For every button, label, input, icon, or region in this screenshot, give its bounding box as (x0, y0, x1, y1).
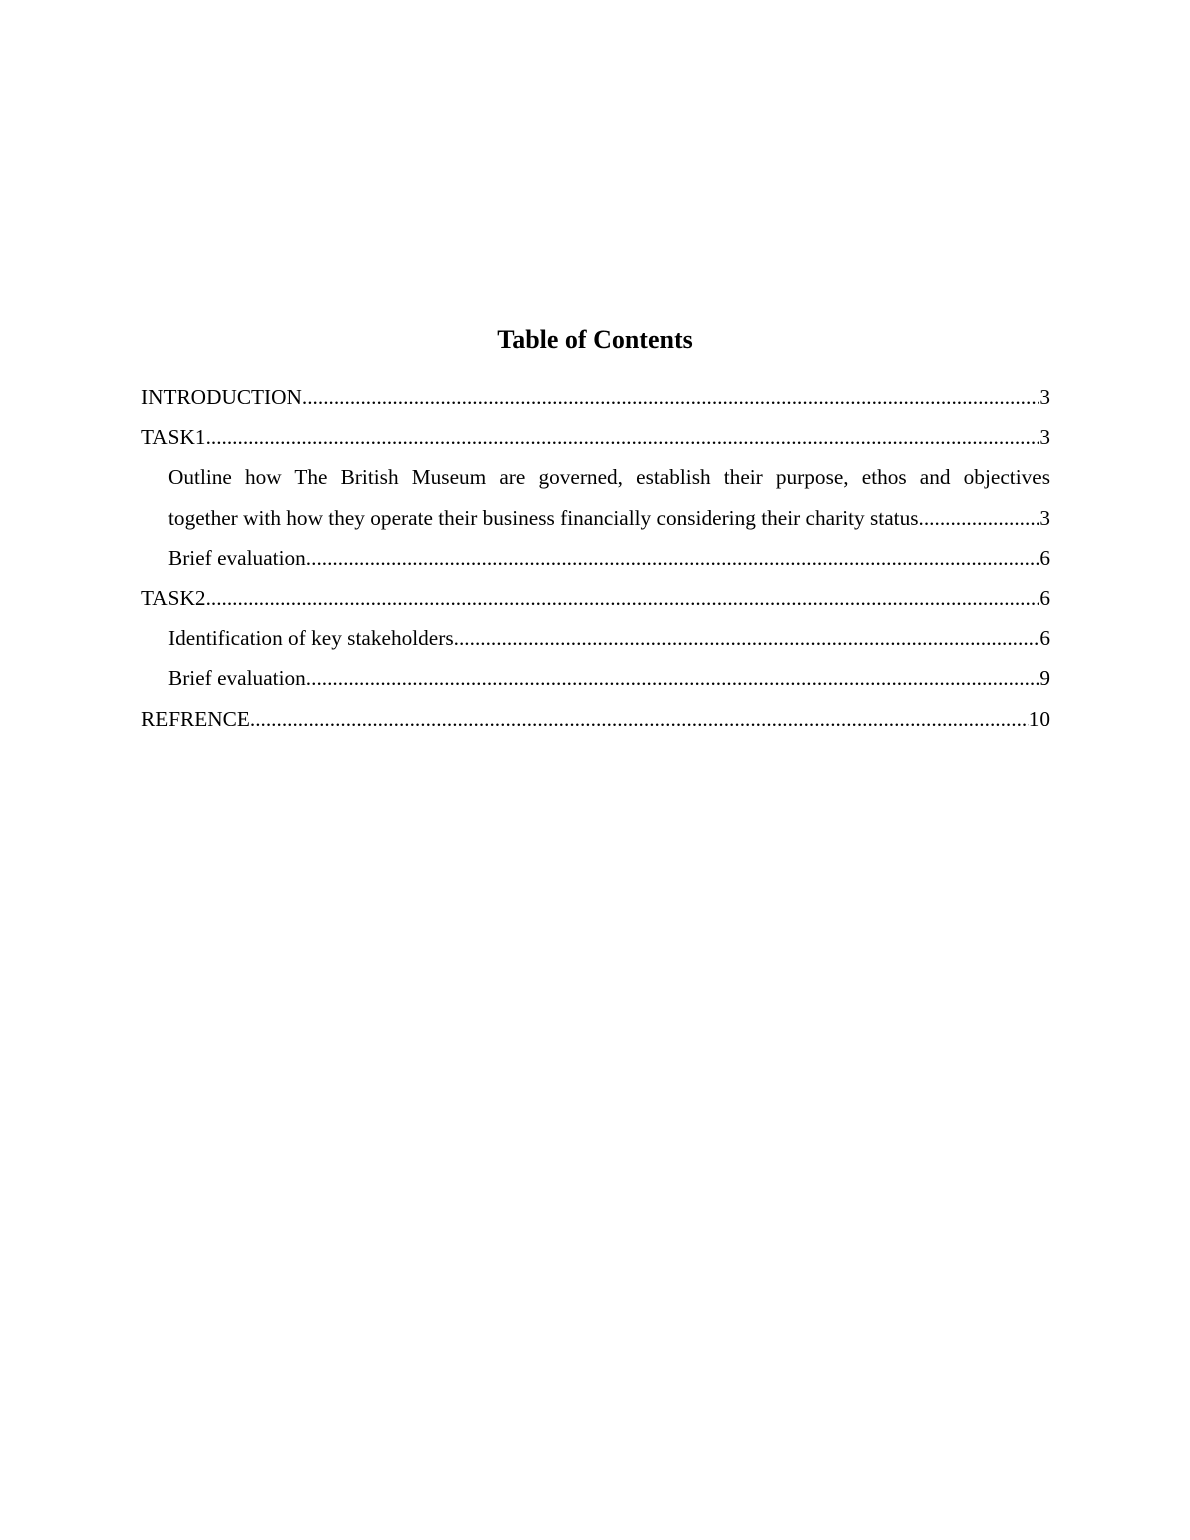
toc-dot-leader (919, 498, 1040, 538)
toc-page-number: 3 (1039, 385, 1050, 409)
toc-page-number: 10 (1028, 706, 1050, 731)
toc-entry-outline-governance[interactable] (141, 457, 1050, 537)
toc-entry-label: INTRODUCTION (141, 385, 302, 409)
toc-page-number: 6 (1039, 545, 1050, 570)
toc-dot-leader (206, 578, 1040, 618)
toc-page-number: 6 (1039, 626, 1050, 651)
toc-page-number: 3 (1039, 505, 1050, 530)
toc-dot-leader (454, 618, 1040, 658)
toc-entry-label: TASK2 (141, 586, 206, 611)
toc-dot-leader (306, 538, 1040, 578)
toc-entry-label: Identification of key stakeholders (168, 626, 454, 651)
toc-dot-leader (302, 377, 1039, 417)
toc-entry-brief-evaluation-2[interactable] (141, 658, 1050, 698)
toc-dot-leader (206, 417, 1040, 457)
toc-page-number: 3 (1039, 425, 1050, 450)
toc-entry-task2[interactable] (141, 578, 1050, 618)
toc-entry-key-stakeholders[interactable] (141, 618, 1050, 658)
toc-title: Table of Contents (497, 325, 693, 354)
toc-entry-introduction[interactable] (141, 377, 1050, 417)
toc-entry-label: TASK1 (141, 425, 206, 450)
toc-entry-brief-evaluation-1[interactable] (141, 538, 1050, 578)
toc-page-number: 6 (1039, 586, 1050, 611)
toc-entry-label: Brief evaluation (168, 666, 306, 691)
toc-entry-task1[interactable] (141, 417, 1050, 457)
toc-dot-leader (250, 699, 1029, 739)
toc-dot-leader (306, 658, 1040, 698)
toc-entry-label-line1: Outline how The British Museum are governed, establish their purpose, ethos and objectives (168, 465, 1050, 490)
toc-entry-refrence[interactable] (141, 699, 1050, 739)
table-of-contents (141, 377, 1050, 739)
toc-page-number: 9 (1039, 666, 1050, 691)
toc-entry-label: REFRENCE (141, 706, 250, 731)
toc-entry-label: Brief evaluation (168, 545, 306, 570)
toc-entry-label-line2: together with how they operate their business financially considering their charity status (168, 505, 919, 530)
